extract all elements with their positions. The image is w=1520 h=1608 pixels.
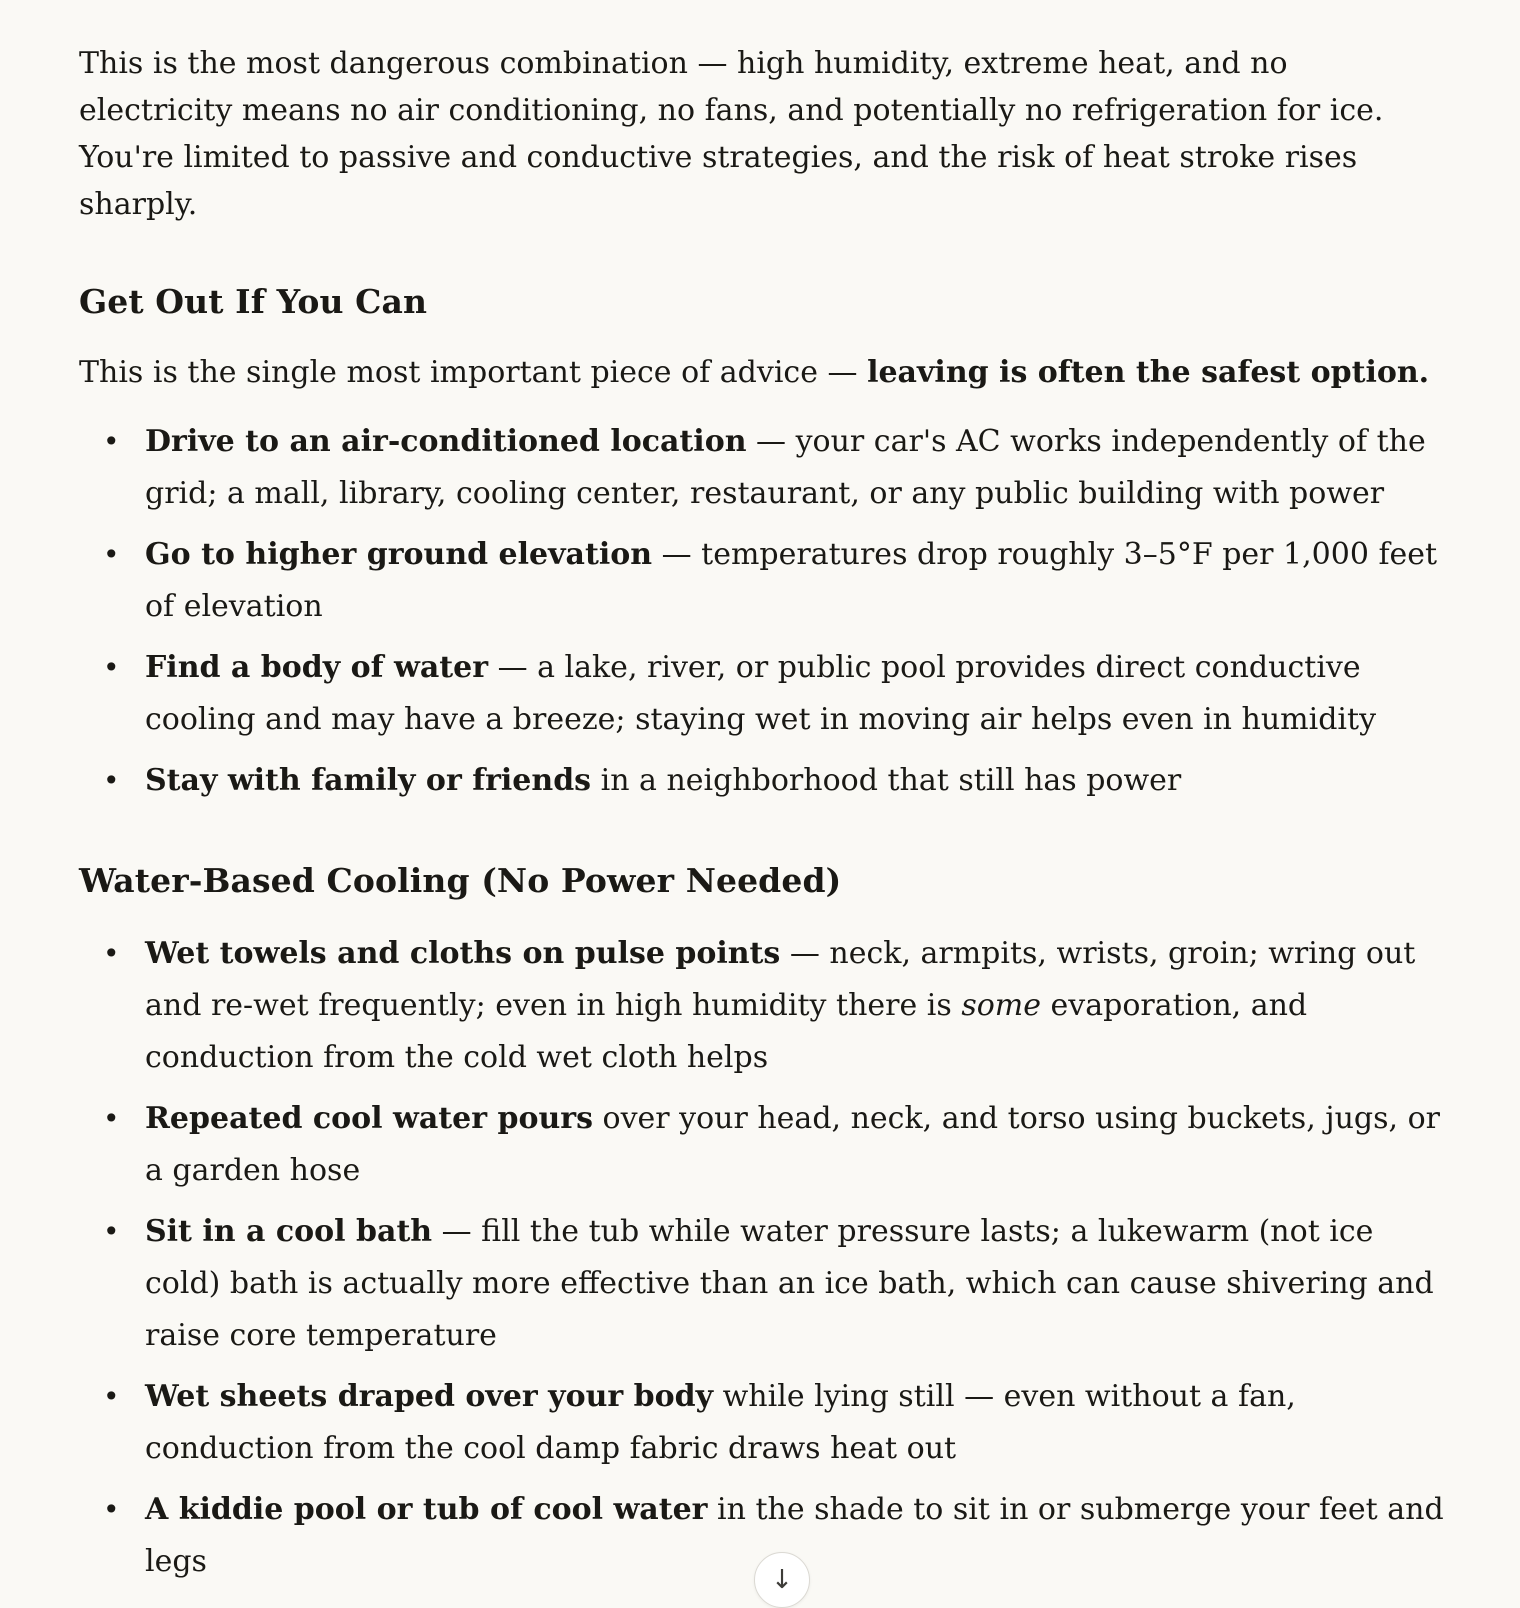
list-item-term: Go to higher ground elevation <box>145 537 653 572</box>
list-item <box>79 642 1448 746</box>
lead-paragraph <box>79 349 1448 396</box>
list-item <box>79 1093 1448 1197</box>
list-item <box>79 928 1448 1084</box>
list-item-text: while lying still — even without a fan, conduction from the cool damp fabric draws heat out <box>145 1379 1296 1466</box>
list-item-text: — your car's AC works independently of the grid; a mall, library, cooling center, restaurant, or any public building with power <box>145 424 1426 511</box>
list-item-term: Find a body of water <box>145 650 489 685</box>
list-item-emphasis: some <box>961 988 1041 1023</box>
list-item <box>79 529 1448 633</box>
list-item-text: — neck, armpits, wrists, groin; wring out and re-wet frequently; even in high humidity there is <box>145 936 1416 1023</box>
list-item-term: Stay with family or friends <box>145 763 592 798</box>
list-item-text: — a lake, river, or public pool provides direct conductive cooling and may have a breeze; staying wet in moving air helps even in humidity <box>145 650 1377 737</box>
lead-paragraph-bold: leaving is often the safest option. <box>867 355 1430 390</box>
list-item-term: Sit in a cool bath <box>145 1214 433 1249</box>
list-item-text: in the shade to sit in or submerge your feet and legs <box>145 1492 1444 1579</box>
section-heading-get-out: Get Out If You Can <box>79 282 428 321</box>
list-item-text: in a neighborhood that still has power <box>591 763 1182 798</box>
list-item-term: Repeated cool water pours <box>145 1101 593 1136</box>
list-item-text: over your head, neck, and torso using buckets, jugs, or a garden hose <box>145 1101 1440 1188</box>
list-item <box>79 416 1448 520</box>
get-out-list <box>79 416 1448 807</box>
list-item-text: — fill the tub while water pressure lasts; a lukewarm (not ice cold) bath is actually more effective than an ice bath, which can cause shivering and raise core temperature <box>145 1214 1434 1353</box>
prose-column <box>79 40 1448 1588</box>
list-item <box>79 1206 1448 1362</box>
section-heading-water-cooling: Water-Based Cooling (No Power Needed) <box>79 861 842 900</box>
list-item-term: Drive to an air-conditioned location <box>145 424 747 459</box>
list-item-term: A kiddie pool or tub of cool water <box>145 1492 708 1527</box>
scroll-to-bottom-button[interactable] <box>754 1552 810 1608</box>
list-item <box>79 755 1448 807</box>
lead-paragraph-plain: This is the single most important piece of advice — <box>79 355 868 390</box>
water-cooling-list <box>79 928 1448 1588</box>
list-item <box>79 1371 1448 1475</box>
list-item-term: Wet sheets draped over your body <box>145 1379 714 1414</box>
intro-paragraph: This is the most dangerous combination — high humidity, extreme heat, and no electricity means no air conditioning, no fans, and potentially no refrigeration for ice. You're limited to passive and conductive strategies, and the risk of heat stroke rises sharply. <box>79 46 1384 222</box>
list-item-text: — temperatures drop roughly 3–5°F per 1,000 feet of elevation <box>145 537 1438 624</box>
list-item-text: evaporation, and conduction from the cold wet cloth helps <box>145 988 1308 1075</box>
list-item-term: Wet towels and cloths on pulse points <box>145 936 781 971</box>
arrow-down-icon: ↓ <box>771 1565 793 1595</box>
